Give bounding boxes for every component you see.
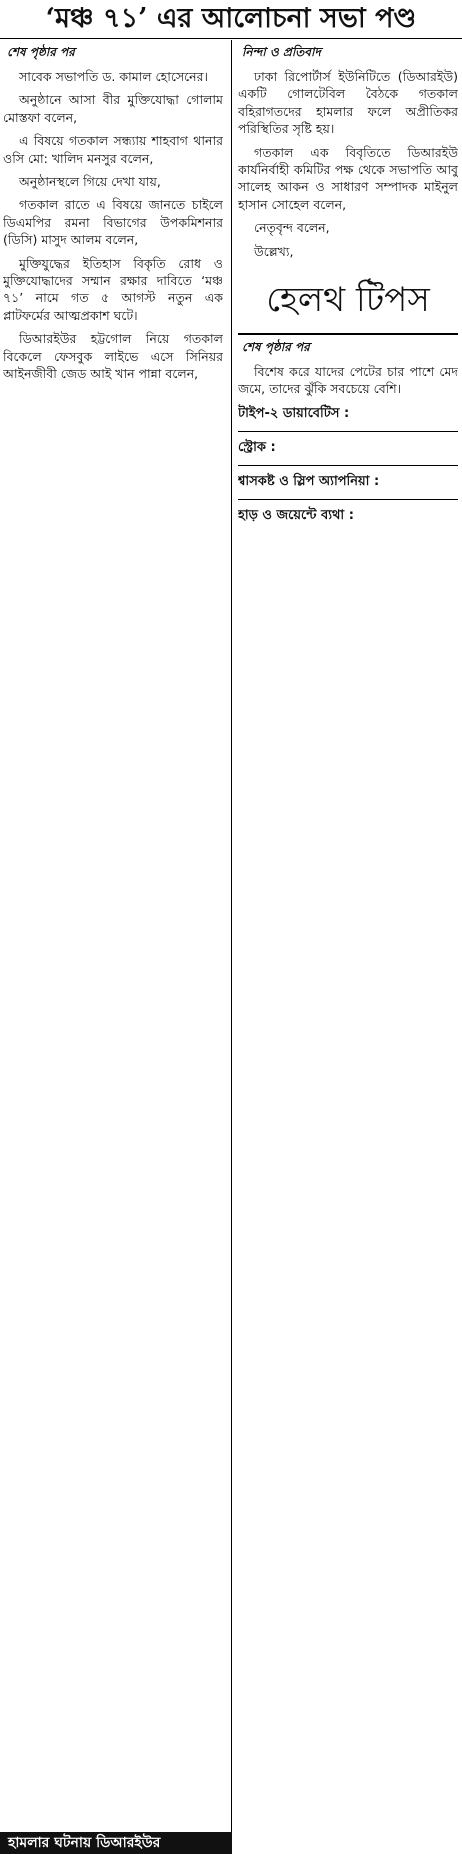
article-paragraph: মুক্তিযুদ্ধের ইতিহাস বিকৃতি রোধ ও মুক্তিযোদ্ধাদের সম্মান রক্ষার দাবিতে ‘মঞ্চ ৭১’ নামে গত ৫ আগস্ট নতুন এক প্লাটফর্মের আত্মপ্রকাশ ঘটে। <box>3 255 223 323</box>
left-column <box>3 40 223 1854</box>
section-label: নিন্দা ও প্রতিবাদ <box>242 45 321 59</box>
article-paragraph: ডিআরইউর হট্টগোল নিয়ে গতকাল বিকেলে ফেসবুক লাইভে এসে সিনিয়র আইনজীবী জেড আই খান পান্না বলেন, <box>3 331 223 382</box>
article-paragraph: অনুষ্ঠানে আসা বীর মুক্তিযোদ্ধা গোলাম মোস্তফা বলেন, <box>3 92 223 125</box>
tip-divider <box>238 431 458 432</box>
tip-title: শ্বাসকষ্ট ও স্লিপ অ্যাপনিয়া : <box>238 473 380 489</box>
tip-divider <box>238 499 458 500</box>
article-paragraph: উল্লেখ্য, <box>254 243 294 259</box>
health-continued-label: শেষ পৃষ্ঠার পর <box>242 340 310 355</box>
article-paragraph: অনুষ্ঠানস্থলে গিয়ে দেখা যায়, <box>19 174 161 190</box>
health-intro: বিশেষ করে যাদের পেটের চার পাশে মেদ জমে, তাদের ঝুঁকি সবচেয়ে বেশি। <box>238 364 458 397</box>
article-paragraph: ঢাকা রিপোর্টার্স ইউনিটিতে (ডিআরইউ) একটি গোলটেবিল বৈঠকে গতকাল বহিরাগতদের হামলার ফলে অপ্রীতিকর পরিস্থিতির সৃষ্টি হয়। <box>238 69 458 137</box>
article-paragraph: সাবেক সভাপতি ড. কামাল হোসেনের। <box>19 69 208 84</box>
column-divider <box>231 40 232 1854</box>
health-tips-title: হেলথ টিপস <box>238 274 458 335</box>
tip-title: হাড় ও জয়েন্টে ব্যথা : <box>238 507 354 523</box>
continued-label: শেষ পৃষ্ঠার পর <box>7 45 75 59</box>
right-column <box>238 40 458 1854</box>
headline: ‘মঞ্চ ৭১’ এর আলোচনা সভা পণ্ড <box>0 0 462 39</box>
article-paragraph: গতকাল রাতে এ বিষয়ে জানতে চাইলে ডিএমপির রমনা বিভাগের উপকমিশনার (ডিসি) মাসুদ আলম বলেন, <box>3 197 223 248</box>
tip-divider <box>238 465 458 466</box>
article-paragraph: নেতৃবৃন্দ বলেন, <box>254 220 330 236</box>
tip-title: স্ট্রোক : <box>238 439 276 455</box>
footer-headline: হামলার ঘটনায় ডিআরইউর <box>0 1832 232 1854</box>
tip-title: টাইপ-২ ডায়াবেটিস : <box>238 405 350 421</box>
article-paragraph: এ বিষয়ে গতকাল সন্ধ্যায় শাহবাগ থানার ওসি মো: খালিদ মনসুর বলেন, <box>3 133 223 166</box>
article-paragraph: গতকাল এক বিবৃতিতে ডিআরইউ কার্যনির্বাহী কমিটির পক্ষ থেকে সভাপতি আবু সালেহ আকন ও সাধারণ সম্পাদক মাইনুল হাসান সোহেল বলেন, <box>238 144 458 212</box>
